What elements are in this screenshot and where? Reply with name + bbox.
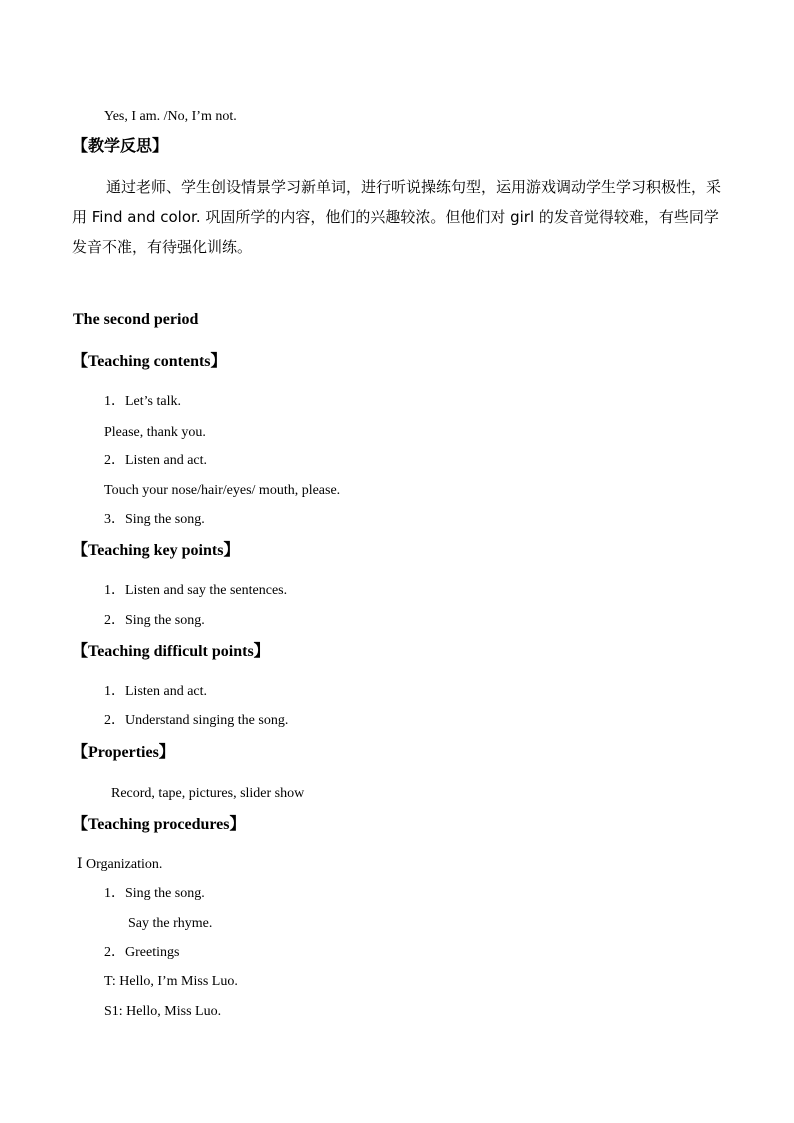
contents-heading: 【Teaching contents】 — [72, 353, 227, 370]
reflection-heading: 【教学反思】 — [72, 136, 169, 155]
period-title: The second period — [73, 311, 199, 328]
contents-item: Touch your nose/hair/eyes/ mouth, please. — [104, 483, 341, 498]
contents-item: 2．Listen and act. — [104, 453, 208, 468]
procedures-item: 1．Sing the song. — [104, 886, 205, 901]
key-points-item: 1．Listen and say the sentences. — [104, 583, 288, 598]
procedures-item: Say the rhyme. — [128, 916, 213, 931]
contents-item: 3．Sing the song. — [104, 512, 205, 527]
difficult-points-heading: 【Teaching difficult points】 — [72, 643, 270, 660]
contents-item: 1．Let’s talk. — [104, 394, 181, 409]
properties-heading: 【Properties】 — [72, 744, 175, 761]
procedures-item: T: Hello, I’m Miss Luo. — [104, 974, 238, 989]
key-points-heading: 【Teaching key points】 — [72, 542, 240, 559]
procedures-item: 2．Greetings — [104, 945, 180, 960]
properties-line: Record, tape, pictures, slider show — [111, 786, 305, 801]
key-points-item: 2．Sing the song. — [104, 613, 205, 628]
contents-item: Please, thank you. — [104, 425, 206, 440]
difficult-points-item: 2．Understand singing the song. — [104, 713, 289, 728]
answer-line: Yes, I am. /No, I’m not. — [104, 109, 237, 124]
procedures-item: S1: Hello, Miss Luo. — [104, 1004, 222, 1019]
procedures-item: Ⅰ Organization. — [77, 857, 163, 872]
difficult-points-item: 1．Listen and act. — [104, 684, 208, 699]
procedures-heading: 【Teaching procedures】 — [72, 816, 246, 833]
reflection-paragraph: 通过老师、学生创设情景学习新单词，进行听说操练句型，运用游戏调动学生学习积极性，采用 Find and color. 巩固所学的内容，他们的兴趣较浓。但他们对 girl 的发音觉得较难，有些同学发音不准，有待强化训练。 — [72, 178, 722, 256]
